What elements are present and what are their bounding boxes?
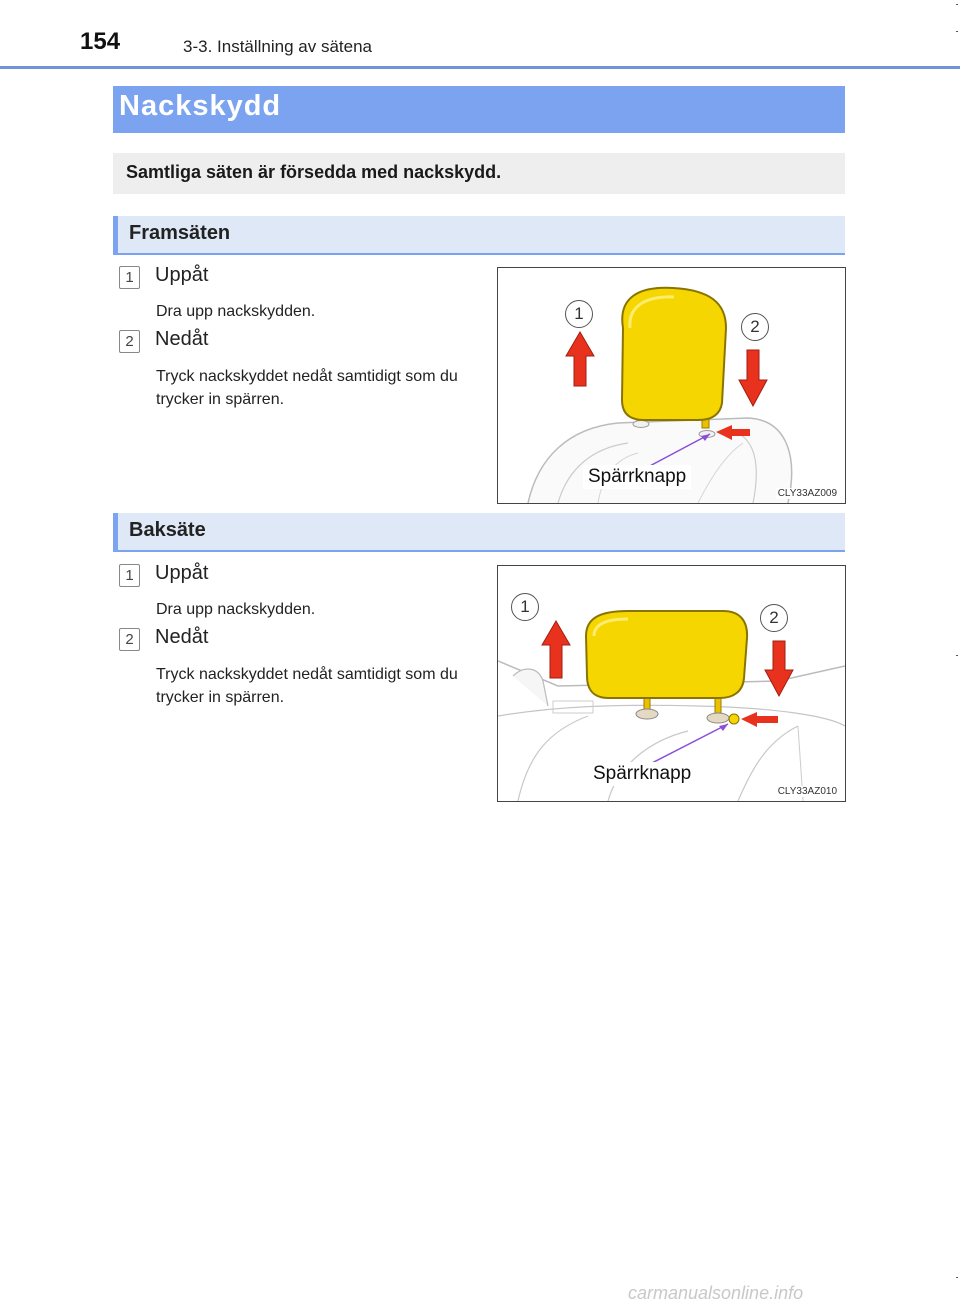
section-title-bar (113, 86, 845, 133)
step-label: Nedåt (155, 626, 209, 648)
step-description: Dra upp nackskydden. (156, 303, 316, 320)
push-arrow-icon (741, 712, 778, 727)
arrow-down-icon (765, 641, 793, 696)
step-number: 1 (119, 564, 140, 587)
step-description: Tryck nackskyddet nedåt samtidigt som du trycker in spärren. (156, 368, 458, 408)
edge-tick (956, 1277, 958, 1278)
callout-number: 1 (565, 300, 593, 328)
step-description: Tryck nackskyddet nedåt samtidigt som du trycker in spärren. (156, 666, 458, 706)
step-label: Uppåt (155, 264, 209, 286)
rear-headrest-figure (497, 565, 846, 802)
chapter-title: 3-3. Inställning av sätena (183, 37, 373, 56)
step-label: Uppåt (155, 562, 209, 584)
step-number: 1 (119, 266, 140, 289)
lock-button-label: Spärrknapp (583, 465, 691, 489)
page-title: Nackskydd (119, 90, 282, 122)
figure-code: CLY33AZ010 (777, 786, 837, 797)
lock-button-label: Spärrknapp (588, 762, 696, 786)
subsection-heading-label: Framsäten (129, 222, 231, 244)
step-number: 2 (119, 628, 140, 651)
figure-code: CLY33AZ009 (777, 488, 837, 499)
subsection-heading-label: Baksäte (129, 519, 206, 541)
front-headrest-figure (497, 267, 846, 504)
watermark: carmanualsonline.info (628, 1283, 804, 1303)
edge-tick (956, 4, 958, 5)
edge-tick (956, 31, 958, 32)
intro-text: Samtliga säten är försedda med nackskydd. (126, 162, 502, 182)
callout-number: 1 (511, 593, 539, 621)
arrow-up-icon (566, 332, 594, 386)
subsection-heading-front (113, 216, 845, 255)
step-number: 2 (119, 330, 140, 353)
page-header (0, 0, 960, 70)
step-label: Nedåt (155, 328, 209, 350)
step-description: Dra upp nackskydden. (156, 601, 316, 618)
header-rule (0, 66, 960, 69)
subsection-heading-rear (113, 513, 845, 552)
page-number: 154 (80, 28, 121, 55)
arrow-up-icon (542, 621, 570, 678)
callout-number: 2 (741, 313, 769, 341)
heading-accent-bar (113, 216, 118, 253)
heading-accent-bar (113, 513, 118, 550)
arrow-down-icon (739, 350, 767, 406)
callout-number: 2 (760, 604, 788, 632)
edge-tick (956, 655, 958, 656)
intro-box (113, 153, 845, 194)
pointer-line (650, 724, 728, 764)
